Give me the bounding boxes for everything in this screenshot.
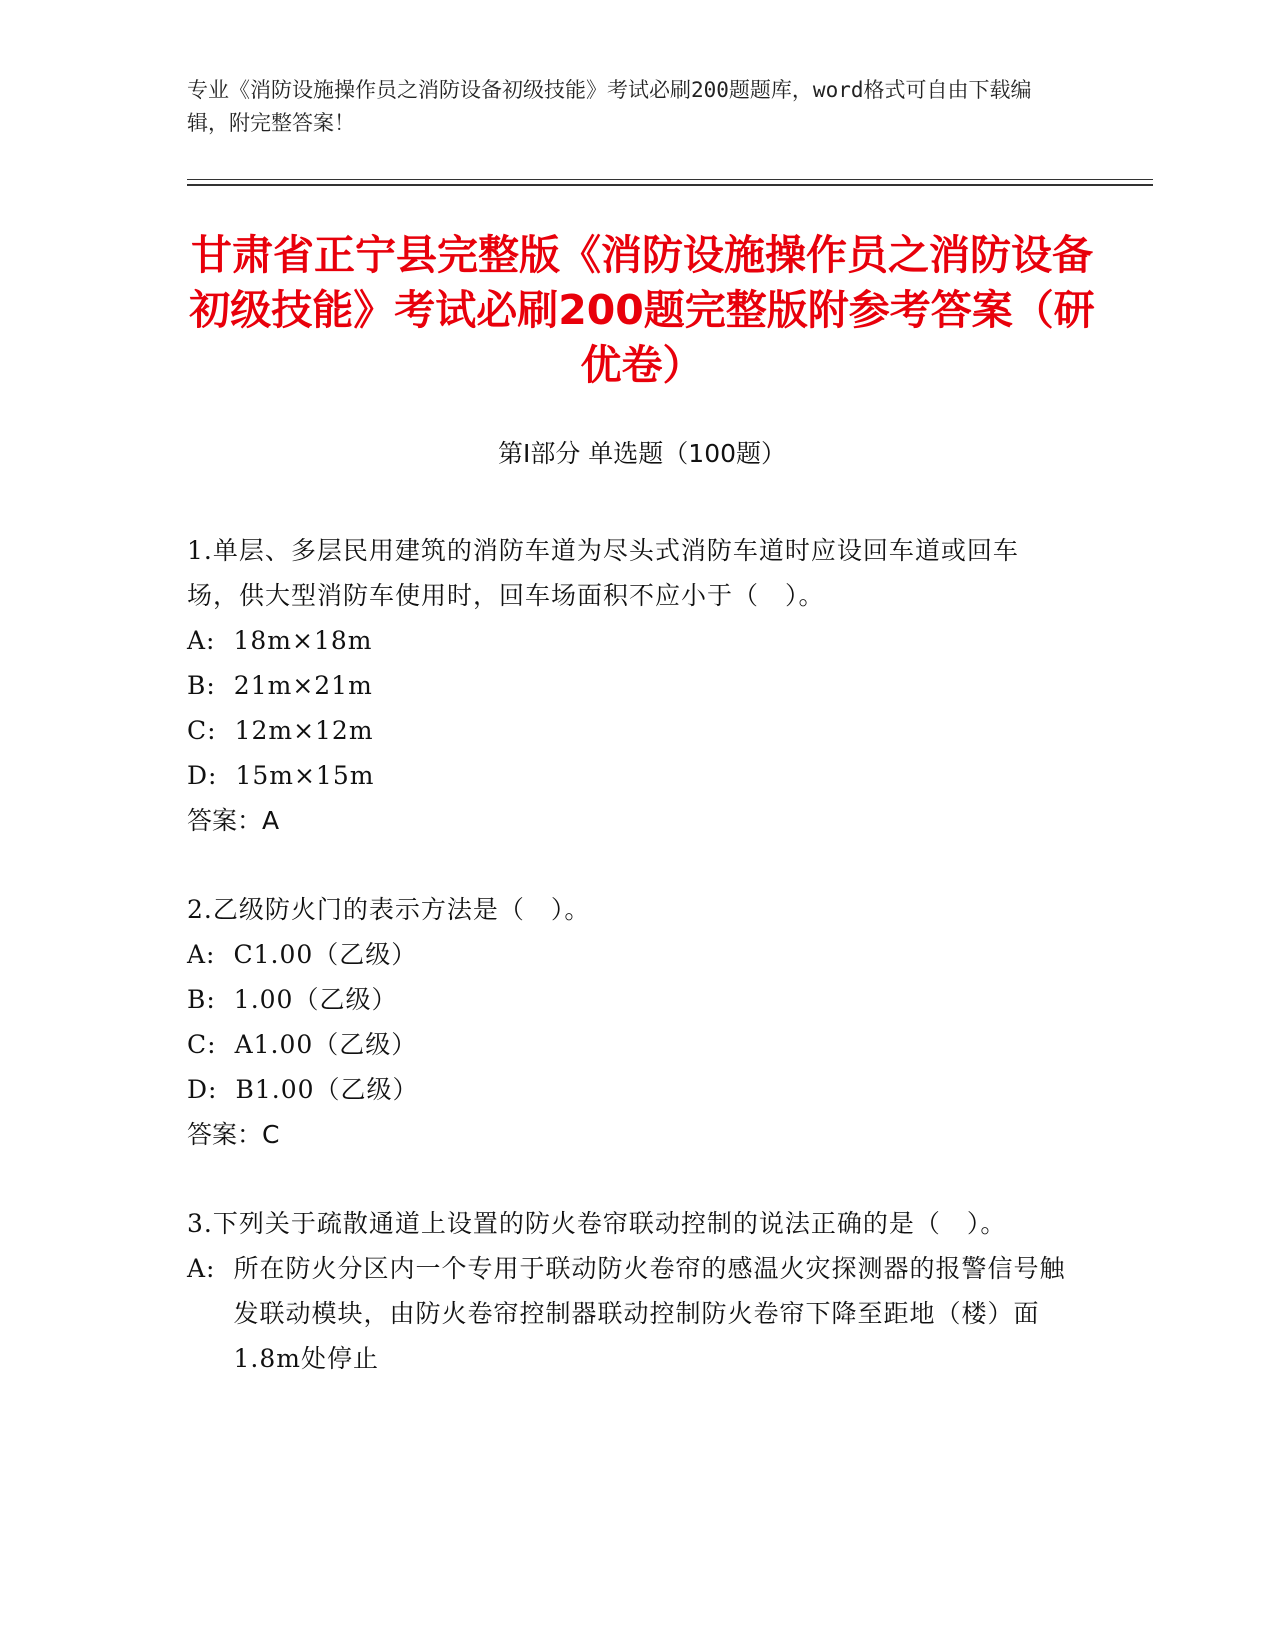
header-note: 专业《消防设施操作员之消防设备初级技能》考试必刷200题题库，word格式可自由下载编辑，附完整答案！ <box>187 78 1032 135</box>
question-list <box>187 528 1067 1425</box>
question-stem: 2.乙级防火门的表示方法是（ ）。 <box>187 895 591 924</box>
option-text: 15m×15m <box>235 761 375 790</box>
option-text: 1.00（乙级） <box>233 985 398 1014</box>
option-letter: D: <box>187 761 218 790</box>
option-c <box>187 708 1067 753</box>
section-title: 第Ⅰ部分 单选题（100题） <box>497 439 787 468</box>
option-letter: C: <box>187 716 217 745</box>
question-3 <box>187 1201 1067 1381</box>
option-text: C1.00（乙级） <box>233 940 418 969</box>
option-b <box>187 663 1067 708</box>
option-text: 所在防火分区内一个专用于联动防火卷帘的感温火灾探测器的报警信号触发联动模块，由防火卷帘控制器联动控制防火卷帘下降至距地（楼）面1.8m处停止 <box>233 1254 1066 1373</box>
header-divider-thin <box>187 179 1153 180</box>
question-1 <box>187 528 1067 843</box>
option-text: B1.00（乙级） <box>235 1075 419 1104</box>
answer: 答案：C <box>187 1120 280 1149</box>
option-b <box>187 977 1067 1022</box>
option-text: 18m×18m <box>233 626 373 655</box>
option-letter: B: <box>187 671 216 700</box>
option-d <box>187 753 1067 798</box>
option-letter: D: <box>187 1075 218 1104</box>
option-letter: C: <box>187 1030 217 1059</box>
option-letter: A: <box>187 940 216 969</box>
option-letter: A: <box>187 1254 216 1283</box>
option-a <box>187 932 1067 977</box>
header-divider-thick <box>187 184 1153 186</box>
question-stem: 3.下列关于疏散通道上设置的防火卷帘联动控制的说法正确的是（ ）。 <box>187 1209 1007 1238</box>
option-letter: A: <box>187 626 216 655</box>
option-text: 21m×21m <box>233 671 373 700</box>
option-d <box>187 1067 1067 1112</box>
option-text: A1.00（乙级） <box>234 1030 418 1059</box>
document-title: 甘肃省正宁县完整版《消防设施操作员之消防设备初级技能》考试必刷200题完整版附参考答案（研优卷） <box>189 231 1095 389</box>
option-a <box>187 1246 1067 1381</box>
option-c <box>187 1022 1067 1067</box>
option-a <box>187 618 1067 663</box>
option-text: 12m×12m <box>234 716 374 745</box>
question-2 <box>187 887 1067 1157</box>
option-letter: B: <box>187 985 216 1014</box>
question-stem: 1.单层、多层民用建筑的消防车道为尽头式消防车道时应设回车道或回车场，供大型消防车使用时，回车场面积不应小于（ ）。 <box>187 536 1019 610</box>
answer: 答案：A <box>187 806 280 835</box>
